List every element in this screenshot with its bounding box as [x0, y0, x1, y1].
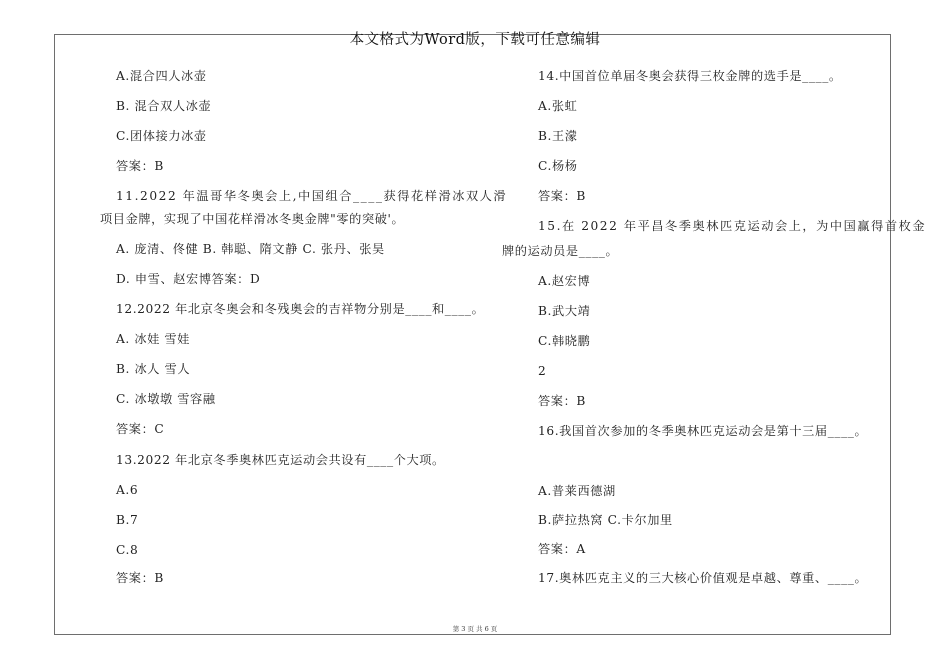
option-line: C.杨杨 — [538, 159, 578, 173]
answer-line: D. 申雪、赵宏博答案：D — [116, 272, 261, 286]
option-line: A. 冰娃 雪娃 — [116, 332, 190, 346]
question-11: 11.2022 年温哥华冬奥会上,中国组合____获得花样滑冰双人滑 — [116, 189, 508, 203]
question-12: 12.2022 年北京冬奥会和冬残奥会的吉祥物分别是____和____。 — [116, 302, 485, 316]
option-line: B.萨拉热窝 C.卡尔加里 — [538, 513, 673, 527]
question-16: 16.我国首次参加的冬季奥林匹克运动会是第十三届____。 — [538, 424, 868, 438]
question-14: 14.中国首位单届冬奥会获得三枚金牌的选手是____。 — [538, 69, 842, 83]
option-line: A.普莱西德湖 — [538, 484, 616, 498]
option-line: A. 庞清、佟健 B. 韩聪、隋文静 C. 张丹、张昊 — [116, 242, 385, 256]
option-line: C. 冰墩墩 雪容融 — [116, 392, 216, 406]
option-line: C.韩晓鹏 — [538, 334, 591, 348]
answer-line: 答案：B — [116, 571, 164, 585]
question-15: 15.在 2022 年平昌冬季奥林匹克运动会上，为中国赢得首枚金 — [538, 219, 927, 233]
answer-line: 答案：B — [538, 189, 586, 203]
option-line: B.7 — [116, 513, 139, 527]
page-number: 第 3 页 共 6 页 — [452, 625, 498, 633]
option-line: A.赵宏博 — [538, 274, 591, 288]
answer-line: 答案：C — [116, 422, 165, 436]
question-15-cont: 牌的运动员是____。 — [502, 244, 619, 258]
option-line: B. 混合双人冰壶 — [116, 99, 212, 113]
option-line: C.8 — [116, 543, 139, 557]
answer-line: 答案：B — [538, 394, 586, 408]
answer-line: 答案：B — [116, 159, 164, 173]
option-line: B.武大靖 — [538, 304, 591, 318]
option-line: B.王濛 — [538, 129, 578, 143]
question-11-cont: 项目金牌，实现了中国花样滑冰冬奥金牌"零的突破'。 — [100, 212, 405, 226]
option-line: C.团体接力冰壶 — [116, 129, 207, 143]
document-header: 本文格式为Word版，下载可任意编辑 — [349, 32, 601, 48]
stray-number: 2 — [538, 364, 547, 378]
question-17: 17.奥林匹克主义的三大核心价值观是卓越、尊重、____。 — [538, 571, 868, 585]
option-line: A.6 — [116, 483, 139, 497]
question-13: 13.2022 年北京冬季奥林匹克运动会共设有____个大项。 — [116, 453, 445, 467]
answer-line: 答案：A — [538, 542, 586, 556]
option-line: A.混合四人冰壶 — [116, 69, 207, 83]
option-line: B. 冰人 雪人 — [116, 362, 191, 376]
option-line: A.张虹 — [538, 99, 578, 113]
